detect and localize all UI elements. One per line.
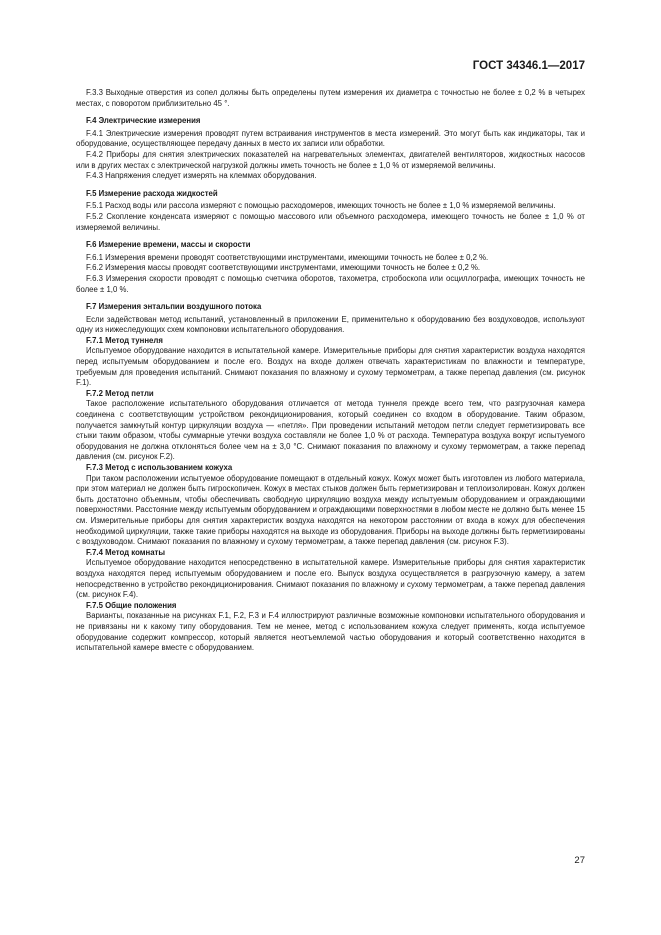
- heading-f74: F.7.4 Метод комнаты: [86, 547, 166, 557]
- paragraph-f75: Варианты, показанные на рисунках F.1, F.2, F.3 и F.4 иллюстрируют различные возможные компоновки испытательного оборудования и не привязаны ни к какому типу оборудования. Тем не менее, метод с использованием кожуха следует применять, когда испытуемое оборудование содержит компрессор, который является неотъемлемой частью оборудования и который соответственно находится в испытательной камере вместе с оборудованием.: [76, 611, 585, 653]
- paragraph-f73: При таком расположении испытуемое оборудование помещают в отдельный кожух. Кожух может быть изготовлен из любого материала, при этом материал не должен быть гигроскопичен. Кожух в местах стыков должен быть герметизирован и теплоизолирован. Кожух должен быть достаточно объемным, чтобы обеспечивать свободную циркуляцию воздуха между испытуемым оборудованием и ограждающими поверхностями. Расстояние между испытуемым оборудованием и ограждающими поверхностями в любом месте не должно быть менее 15 см. Измерительные приборы для снятия характеристик воздуха находятся на некотором расстоянии от входа в кожух для обеспечения необходимой циркуляции, также такие приборы находятся на выходе из оборудования. Приборы на выходе должны быть герметизированы с воздуховодом. Снимают показания по влажному и сухому термометрам, а также перепад давления (см. рисунок F.3).: [76, 473, 585, 547]
- heading-f5: F.5 Измерение расхода жидкостей: [86, 188, 218, 198]
- heading-f72: F.7.2 Метод петли: [86, 388, 154, 398]
- paragraph-f71: Испытуемое оборудование находится в испытательной камере. Измерительные приборы для снятия характеристик воздуха находятся перед испытуемым оборудованием и после его. Воздух на входе должен отвечать характеристикам по влажности и температуре, требуемым для проведения испытаний. Снимают показания по влажному и сухому термометрам, а также перепад давления (см. рисунок F.1).: [76, 346, 585, 388]
- paragraph-f62: F.6.2 Измерения массы проводят соответствующими инструментами, имеющими точность не более ± 0,2 %.: [86, 263, 481, 273]
- document-body: [76, 88, 585, 654]
- paragraph-f72: Такое расположение испытательного оборудования отличается от метода туннеля прежде всего тем, что разгрузочная камера соединена с соответствующим устройством рекондиционирования, который соединен со входом в оборудование. Таким образом, получается замкнутый контур циркуляции воздуха — «петля». При проведении испытаний методом петли следует герметизировать все стыки таким образом, чтобы суммарные утечки воздуха составляли не более 1,0 % от расхода. Температура воздуха вокруг испытуемого оборудования не должна отклоняться более чем на ± 3,0 °С. Снимают показания по влажному и сухому термометрам, а также перепад давления (см. рисунок F.2).: [76, 399, 585, 462]
- heading-f75: F.7.5 Общие положения: [86, 600, 177, 610]
- paragraph-f52: F.5.2 Скопление конденсата измеряют с помощью массового или объемного расходомера, имеющего точность не более ± 1,0 % от измеряемой величины.: [76, 211, 585, 232]
- paragraph-f63: F.6.3 Измерения скорости проводят с помощью счетчика оборотов, тахометра, стробоскопа или осциллографа, имеющих точность не более ± 1,0 %.: [76, 273, 585, 294]
- heading-f7: F.7 Измерения энтальпии воздушного потока: [86, 302, 262, 312]
- paragraph-f33: F.3.3 Выходные отверстия из сопел должны быть определены путем измерения их диаметра с точностью не более ± 0,2 % в четырех местах, с поворотом приблизительно 45 °.: [76, 88, 585, 108]
- paragraph-f43: F.4.3 Напряжения следует измерять на клеммах оборудования.: [86, 171, 317, 181]
- document-code-header: ГОСТ 34346.1—2017: [472, 60, 585, 72]
- heading-f4: F.4 Электрические измерения: [86, 116, 201, 126]
- page-number: 27: [574, 855, 585, 866]
- heading-f71: F.7.1 Метод туннеля: [86, 335, 163, 345]
- paragraph-f42: F.4.2 Приборы для снятия электрических показателей на нагревательных элементах, двигателей вентиляторов, жидкостных насосов или в других местах с электрической нагрузкой должны иметь точность не более ± 1,0 % от измеряемой величины.: [76, 149, 585, 170]
- paragraph-f7: Если задействован метод испытаний, установленный в приложении Е, применительно к оборудованию без воздуховодов, используют одну из нижеследующих схем компоновки испытательного оборудования.: [76, 314, 585, 335]
- paragraph-f61: F.6.1 Измерения времени проводят соответствующими инструментами, имеющими точность не более ± 0,2 %.: [86, 252, 489, 262]
- paragraph-f74: Испытуемое оборудование находится непосредственно в испытательной камере. Измерительные приборы для снятия характеристик воздуха находятся перед испытуемым оборудованием и после его. Выпуск воздуха осуществляется в разгрузочную камеру, а затем непосредственно в устройство рекондиционирования. Снимают показания по влажному и сухому термометрам, а также перепад давления (см. рисунок F.4).: [76, 558, 585, 600]
- heading-f6: F.6 Измерение времени, массы и скорости: [86, 240, 251, 250]
- heading-f73: F.7.3 Метод с использованием кожуха: [86, 463, 233, 472]
- paragraph-f51: F.5.1 Расход воды или рассола измеряют с помощью расходомеров, имеющих точность не более ± 1,0 % измеряемой величины.: [86, 201, 556, 211]
- paragraph-f41: F.4.1 Электрические измерения проводят путем встраивания инструментов в места измерений. Это могут быть как индикаторы, так и оборудование, осуществляющее передачу данных в место их записи или обработки.: [76, 128, 585, 149]
